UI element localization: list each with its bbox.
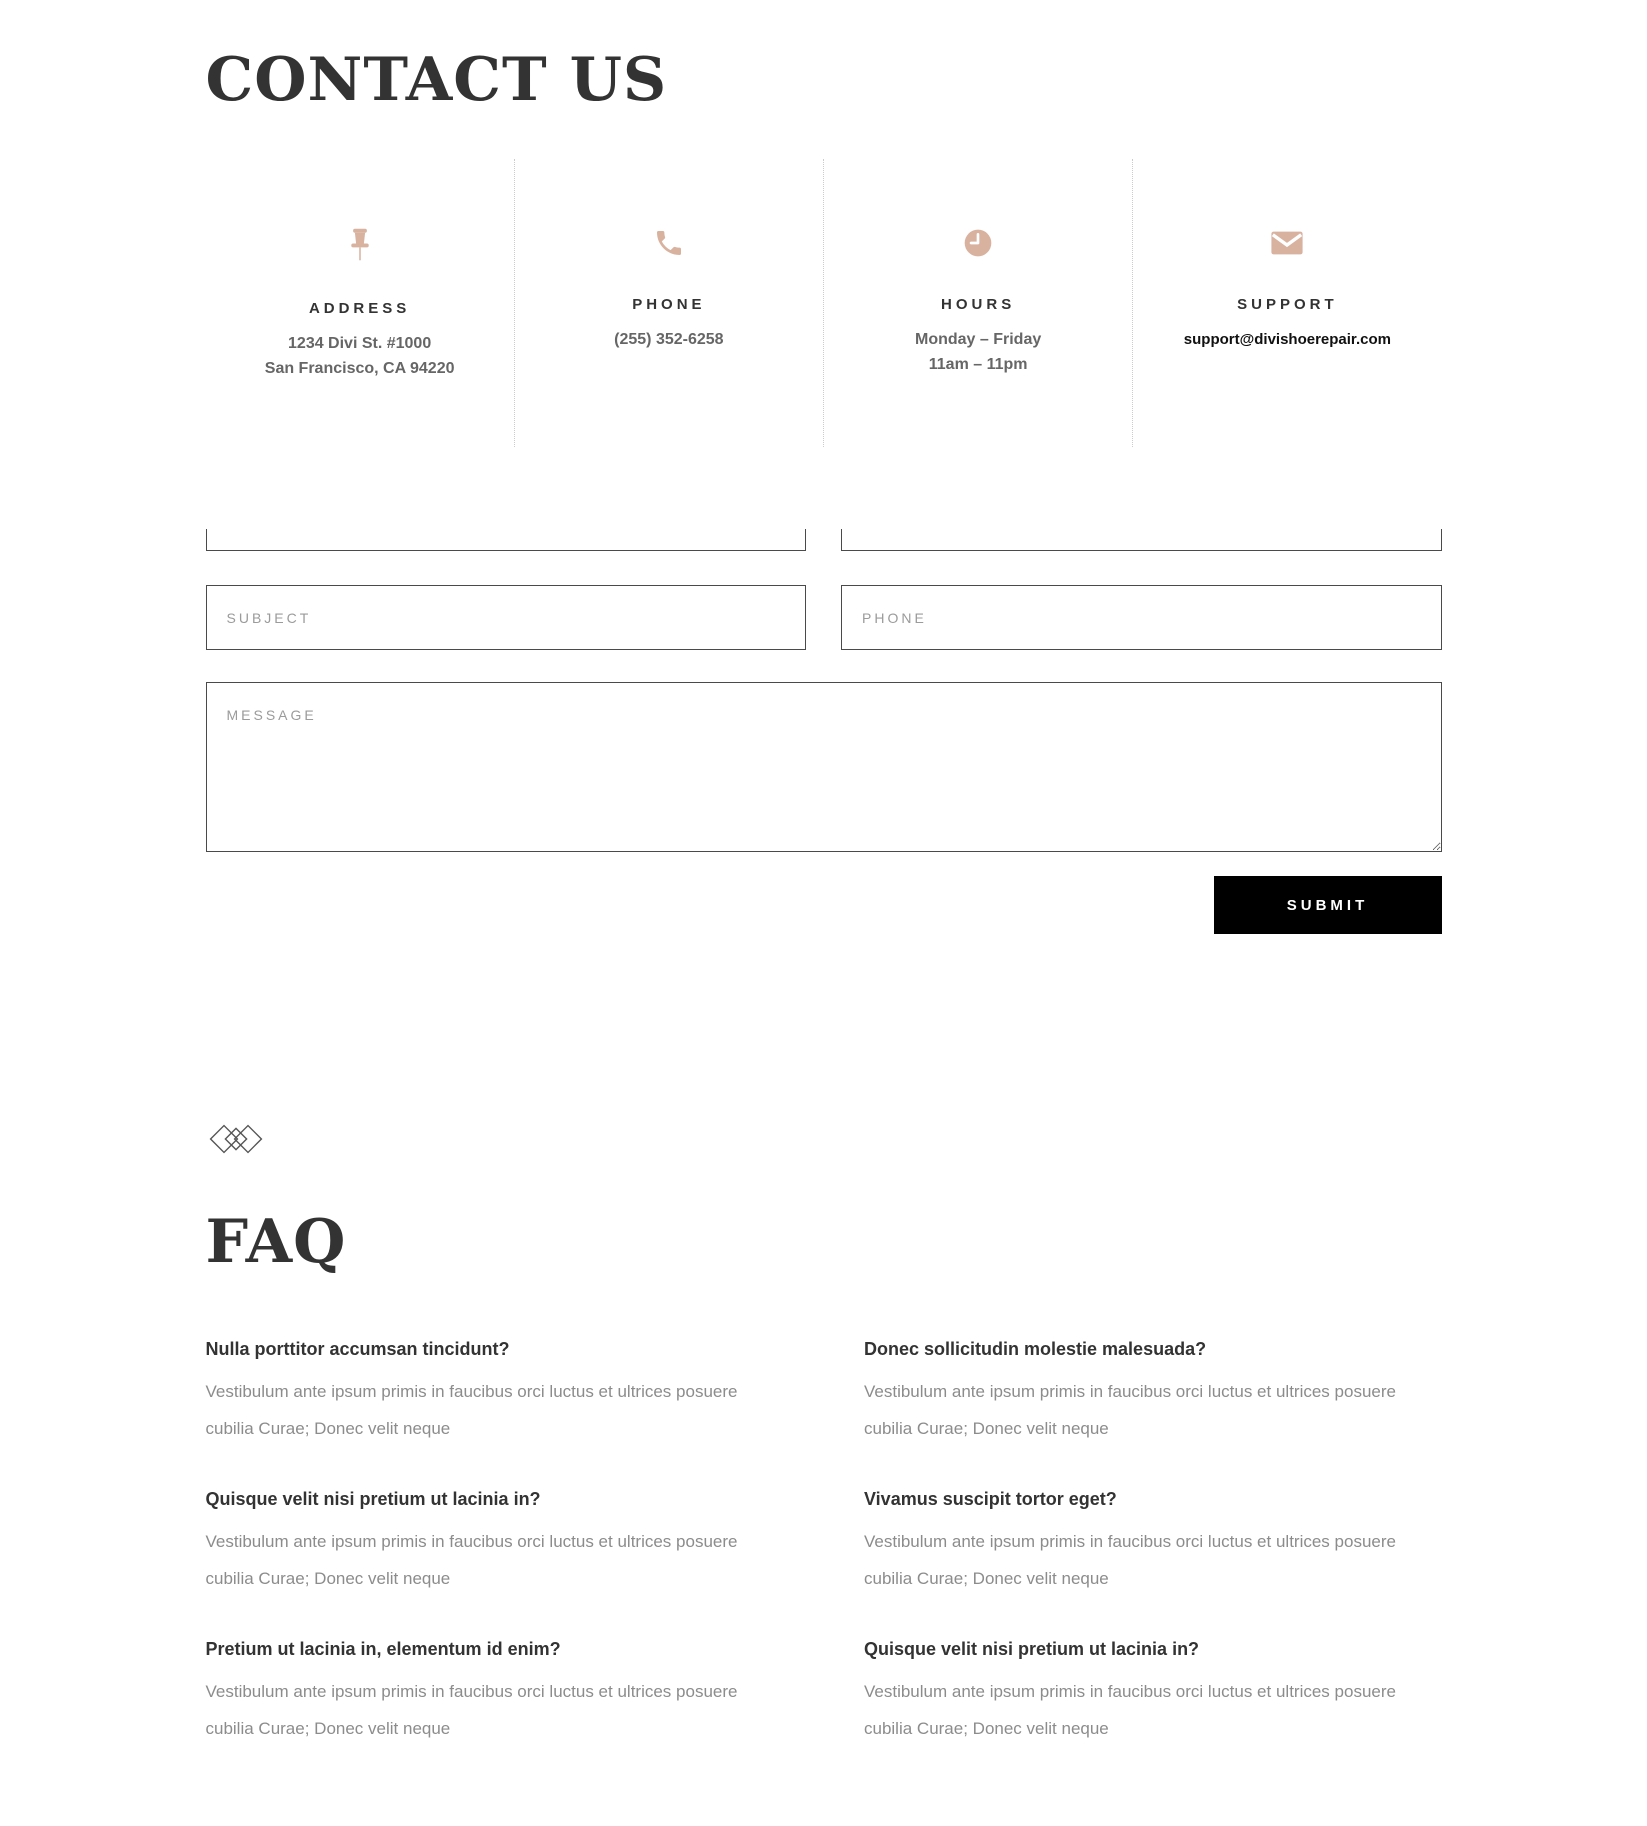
phone-number: (255) 352-6258: [614, 331, 724, 348]
info-column-phone: [514, 159, 823, 447]
info-column-support: [1132, 159, 1441, 447]
faq-answer: Vestibulum ante ipsum primis in faucibus orci luctus et ultrices posuere cubilia Curae; Donec velit neque: [205, 1532, 738, 1588]
info-title-phone: PHONE: [632, 296, 706, 313]
faq-title: FAQ: [205, 1207, 347, 1277]
contact-form: [206, 529, 1442, 934]
contact-title: CONTACT US: [205, 45, 668, 115]
subject-input[interactable]: [206, 585, 807, 650]
faq-question: Quisque velit nisi pretium ut lacinia in?: [864, 1639, 1200, 1659]
address-line-1: 1234 Divi St. #1000: [288, 335, 432, 352]
info-title-address: ADDRESS: [308, 300, 411, 317]
address-line-2: San Francisco, CA 94220: [264, 360, 455, 377]
faq-item: [864, 1337, 1442, 1447]
contact-info-columns: [206, 159, 1442, 447]
faq-item: [206, 1637, 784, 1747]
submit-button[interactable]: SUBMIT: [1214, 876, 1442, 934]
faq-answer: Vestibulum ante ipsum primis in faucibus orci luctus et ultrices posuere cubilia Curae; Donec velit neque: [205, 1682, 738, 1738]
clipped-text-field-left[interactable]: [206, 529, 807, 551]
clock-icon: [962, 227, 994, 263]
diamonds-decoration-icon: [206, 1119, 1442, 1159]
faq-item: [864, 1637, 1442, 1747]
info-title-hours: HOURS: [941, 296, 1016, 313]
hours-line-2: 11am – 11pm: [928, 356, 1028, 373]
message-textarea[interactable]: [206, 682, 1442, 852]
envelope-icon: [1270, 227, 1304, 263]
faq-question: Pretium ut lacinia in, elementum id enim?: [205, 1639, 561, 1659]
faq-question: Donec sollicitudin molestie malesuada?: [864, 1339, 1207, 1359]
faq-item: [206, 1487, 784, 1597]
faq-question: Nulla porttitor accumsan tincidunt?: [205, 1339, 510, 1359]
phone-input[interactable]: [841, 585, 1442, 650]
faq-grid: [206, 1337, 1442, 1747]
faq-answer: Vestibulum ante ipsum primis in faucibus orci luctus et ultrices posuere cubilia Curae; Donec velit neque: [864, 1532, 1396, 1588]
pushpin-icon: [345, 227, 375, 263]
phone-icon: [653, 227, 685, 263]
faq-item: [864, 1487, 1442, 1597]
faq-answer: Vestibulum ante ipsum primis in faucibus orci luctus et ultrices posuere cubilia Curae; Donec velit neque: [205, 1382, 738, 1438]
hours-line-1: Monday – Friday: [915, 331, 1042, 348]
subject-phone-row: [206, 585, 1442, 650]
faq-answer: Vestibulum ante ipsum primis in faucibus orci luctus et ultrices posuere cubilia Curae; Donec velit neque: [864, 1682, 1396, 1738]
support-email-link[interactable]: support@divishoerepair.com: [1183, 331, 1391, 348]
faq-answer: Vestibulum ante ipsum primis in faucibus orci luctus et ultrices posuere cubilia Curae; Donec velit neque: [864, 1382, 1396, 1438]
info-title-support: SUPPORT: [1237, 296, 1338, 313]
info-column-hours: [823, 159, 1132, 447]
clipped-text-field-right[interactable]: [841, 529, 1442, 551]
faq-question: Quisque velit nisi pretium ut lacinia in?: [205, 1489, 541, 1509]
faq-item: [206, 1337, 784, 1447]
faq-question: Vivamus suscipit tortor eget?: [864, 1489, 1117, 1509]
info-column-address: [206, 159, 514, 447]
clipped-fields-row: [206, 529, 1442, 551]
